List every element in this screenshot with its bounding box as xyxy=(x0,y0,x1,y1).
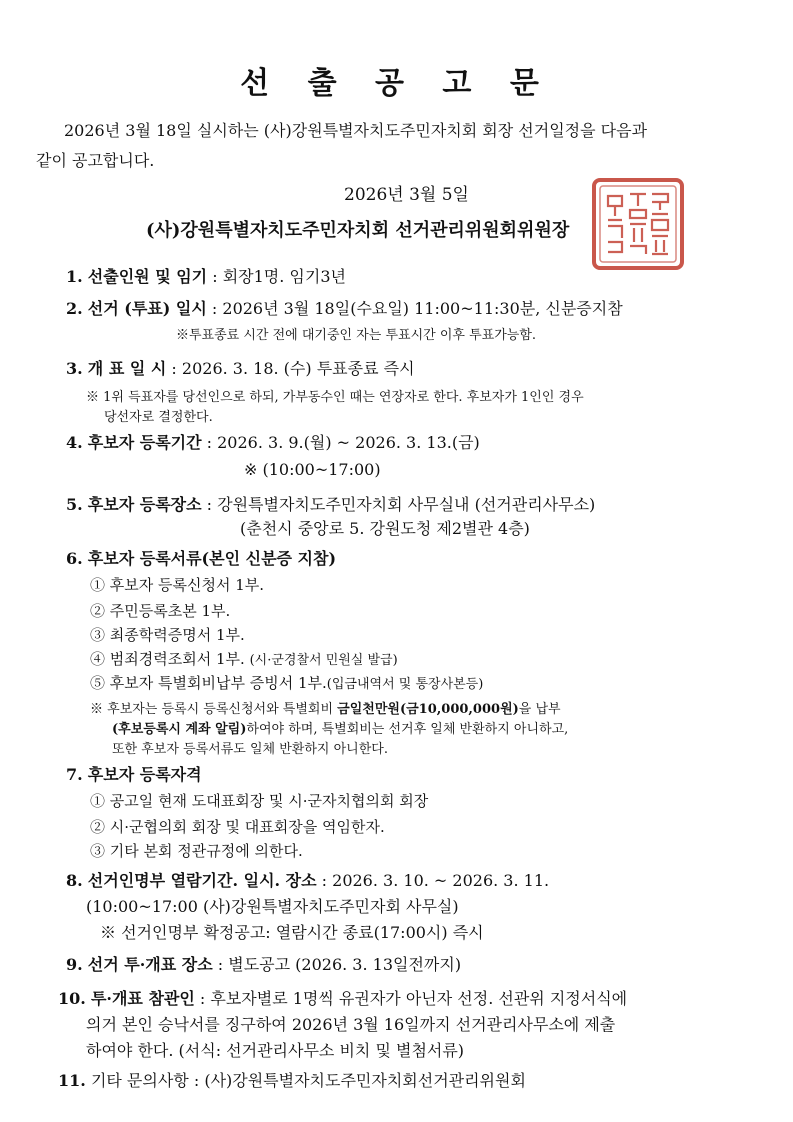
item-6-doc-4 xyxy=(90,648,398,669)
item-2-text: : 2026년 3월 18일(수요일) 11:00~11:30분, 신분증지참 xyxy=(206,299,623,318)
item-10-heading: 투·개표 참관인 xyxy=(90,989,195,1008)
item-10-number: 10. xyxy=(58,989,86,1008)
item-2 xyxy=(66,296,623,319)
item-6-fee-note-line-2 xyxy=(112,718,568,737)
item-4-heading: 후보자 등록기간 xyxy=(87,433,202,452)
item-1-heading: 선출인원 및 임기 xyxy=(87,267,208,286)
item-11 xyxy=(58,1068,526,1091)
item-6-number: 6. xyxy=(66,549,83,568)
item-5-heading: 후보자 등록장소 xyxy=(87,495,202,514)
intro-line-1: 2026년 3월 18일 실시하는 (사)강원특별자치도주민자치회 회장 선거일정을 다음과 xyxy=(64,121,648,140)
item-9-heading: 선거 투·개표 장소 xyxy=(87,955,213,974)
item-9 xyxy=(66,952,461,975)
item-2-heading: 선거 (투표) 일시 xyxy=(87,299,207,318)
item-7-qualification-3: ③ 기타 본회 정관규정에 의한다. xyxy=(90,842,303,860)
item-6-doc-4-text: ④ 범죄경력조회서 1부. xyxy=(90,650,245,668)
item-9-text: : 별도공고 (2026. 3. 13일전까지) xyxy=(212,955,462,974)
item-6-account-notice: (후보등록시 계좌 알림) xyxy=(112,722,247,737)
item-11-text: 기타 문의사항 : (사)강원특별자치도주민자치회선거관리위원회 xyxy=(90,1071,526,1090)
item-7-heading: 후보자 등록자격 xyxy=(87,765,202,784)
item-6-doc-3: ③ 최종학력증명서 1부. xyxy=(90,626,245,644)
item-3-note-line-2: 당선자로 결정한다. xyxy=(104,410,213,425)
item-10-text: : 후보자별로 1명씩 유권자가 아닌자 선정. 선관위 지정서식에 xyxy=(194,989,628,1008)
item-6-heading: 후보자 등록서류(본인 신분증 지참) xyxy=(87,549,337,568)
item-4 xyxy=(66,430,480,453)
item-6-doc-1: ① 후보자 등록신청서 1부. xyxy=(90,576,265,594)
item-6-fee-note-refund: 하여야 하며, 특별회비는 선거후 일체 반환하지 아니하고, xyxy=(246,722,569,737)
item-2-note: ※투표종료 시간 전에 대기중인 자는 투표시간 이후 투표가능함. xyxy=(176,328,537,343)
item-10 xyxy=(58,986,627,1009)
item-3-heading: 개 표 일 시 xyxy=(87,359,167,378)
item-3-note-line-1: ※ 1위 득표자를 당선인으로 하되, 가부동수인 때는 연장자로 한다. 후보자가 1인인 경우 xyxy=(86,390,584,405)
item-8-text: : 2026. 3. 10. ~ 2026. 3. 11. xyxy=(316,871,550,890)
item-7 xyxy=(66,762,202,785)
item-7-qualification-2: ② 시·군협의회 회장 및 대표회장을 역임한자. xyxy=(90,818,385,836)
item-6-fee-note-line-3: 또한 후보자 등록서류도 일체 반환하지 아니한다. xyxy=(112,742,388,757)
item-11-number: 11. xyxy=(58,1071,86,1090)
issuing-organization: (사)강원특별자치도주민자치회 선거관리위원회위원장 xyxy=(146,220,570,241)
item-3 xyxy=(66,356,415,379)
item-4-text: : 2026. 3. 9.(월) ~ 2026. 3. 13.(금) xyxy=(201,433,480,452)
item-7-number: 7. xyxy=(66,765,83,784)
item-8 xyxy=(66,868,549,891)
item-9-number: 9. xyxy=(66,955,83,974)
official-seal-stamp-icon xyxy=(590,176,686,272)
item-10-line-2: 의거 본인 승낙서를 징구하여 2026년 3월 16일까지 선거관리사무소에 제출 xyxy=(86,1015,616,1034)
item-8-confirmation-note: ※ 선거인명부 확정공고: 열람시간 종료(17:00시) 즉시 xyxy=(100,923,484,942)
item-3-text: : 2026. 3. 18. (수) 투표종료 즉시 xyxy=(166,359,415,378)
item-7-qualification-1: ① 공고일 현재 도대표회장 및 시·군자치협의회 회장 xyxy=(90,792,429,810)
item-6-fee-note-start: ※ 후보자는 등록시 등록신청서와 특별회비 xyxy=(90,702,338,717)
item-6-doc-5 xyxy=(90,672,483,693)
item-6 xyxy=(66,546,336,569)
item-4-number: 4. xyxy=(66,433,83,452)
item-6-fee-amount: 금일천만원(금10,000,000원) xyxy=(337,702,519,717)
item-6-fee-note-end: 을 납부 xyxy=(518,702,561,717)
item-4-hours: ※ (10:00~17:00) xyxy=(244,460,381,479)
item-6-fee-note-line-1 xyxy=(90,698,561,717)
item-8-hours-place: (10:00~17:00 (사)강원특별자치도주민자회 사무실) xyxy=(86,897,459,916)
item-1 xyxy=(66,264,346,287)
page-title: 선 출 공 고 문 xyxy=(240,66,553,101)
item-6-doc-4-note: (시·군경찰서 민원실 발급) xyxy=(249,653,398,668)
item-8-number: 8. xyxy=(66,871,83,890)
item-6-doc-2: ② 주민등록초본 1부. xyxy=(90,602,231,620)
item-6-doc-5-text: ⑤ 후보자 특별회비납부 증빙서 1부. xyxy=(90,674,327,692)
intro-line-2: 같이 공고합니다. xyxy=(36,151,155,170)
item-8-heading: 선거인명부 열람기간. 일시. 장소 xyxy=(87,871,317,890)
announcement-date: 2026년 3월 5일 xyxy=(344,185,469,205)
item-3-number: 3. xyxy=(66,359,83,378)
item-10-line-3: 하여야 한다. (서식: 선거관리사무소 비치 및 별첨서류) xyxy=(86,1041,465,1060)
item-1-number: 1. xyxy=(66,267,83,286)
item-5-text: : 강원특별자치도주민자치회 사무실내 (선거관리사무소) xyxy=(201,495,596,514)
item-1-text: : 회장1명. 임기3년 xyxy=(207,267,346,286)
item-5 xyxy=(66,492,595,515)
item-6-doc-5-note: (입금내역서 및 통장사본등) xyxy=(326,677,484,692)
item-5-address: (춘천시 중앙로 5. 강원도청 제2별관 4층) xyxy=(240,519,530,538)
item-2-number: 2. xyxy=(66,299,83,318)
item-5-number: 5. xyxy=(66,495,83,514)
